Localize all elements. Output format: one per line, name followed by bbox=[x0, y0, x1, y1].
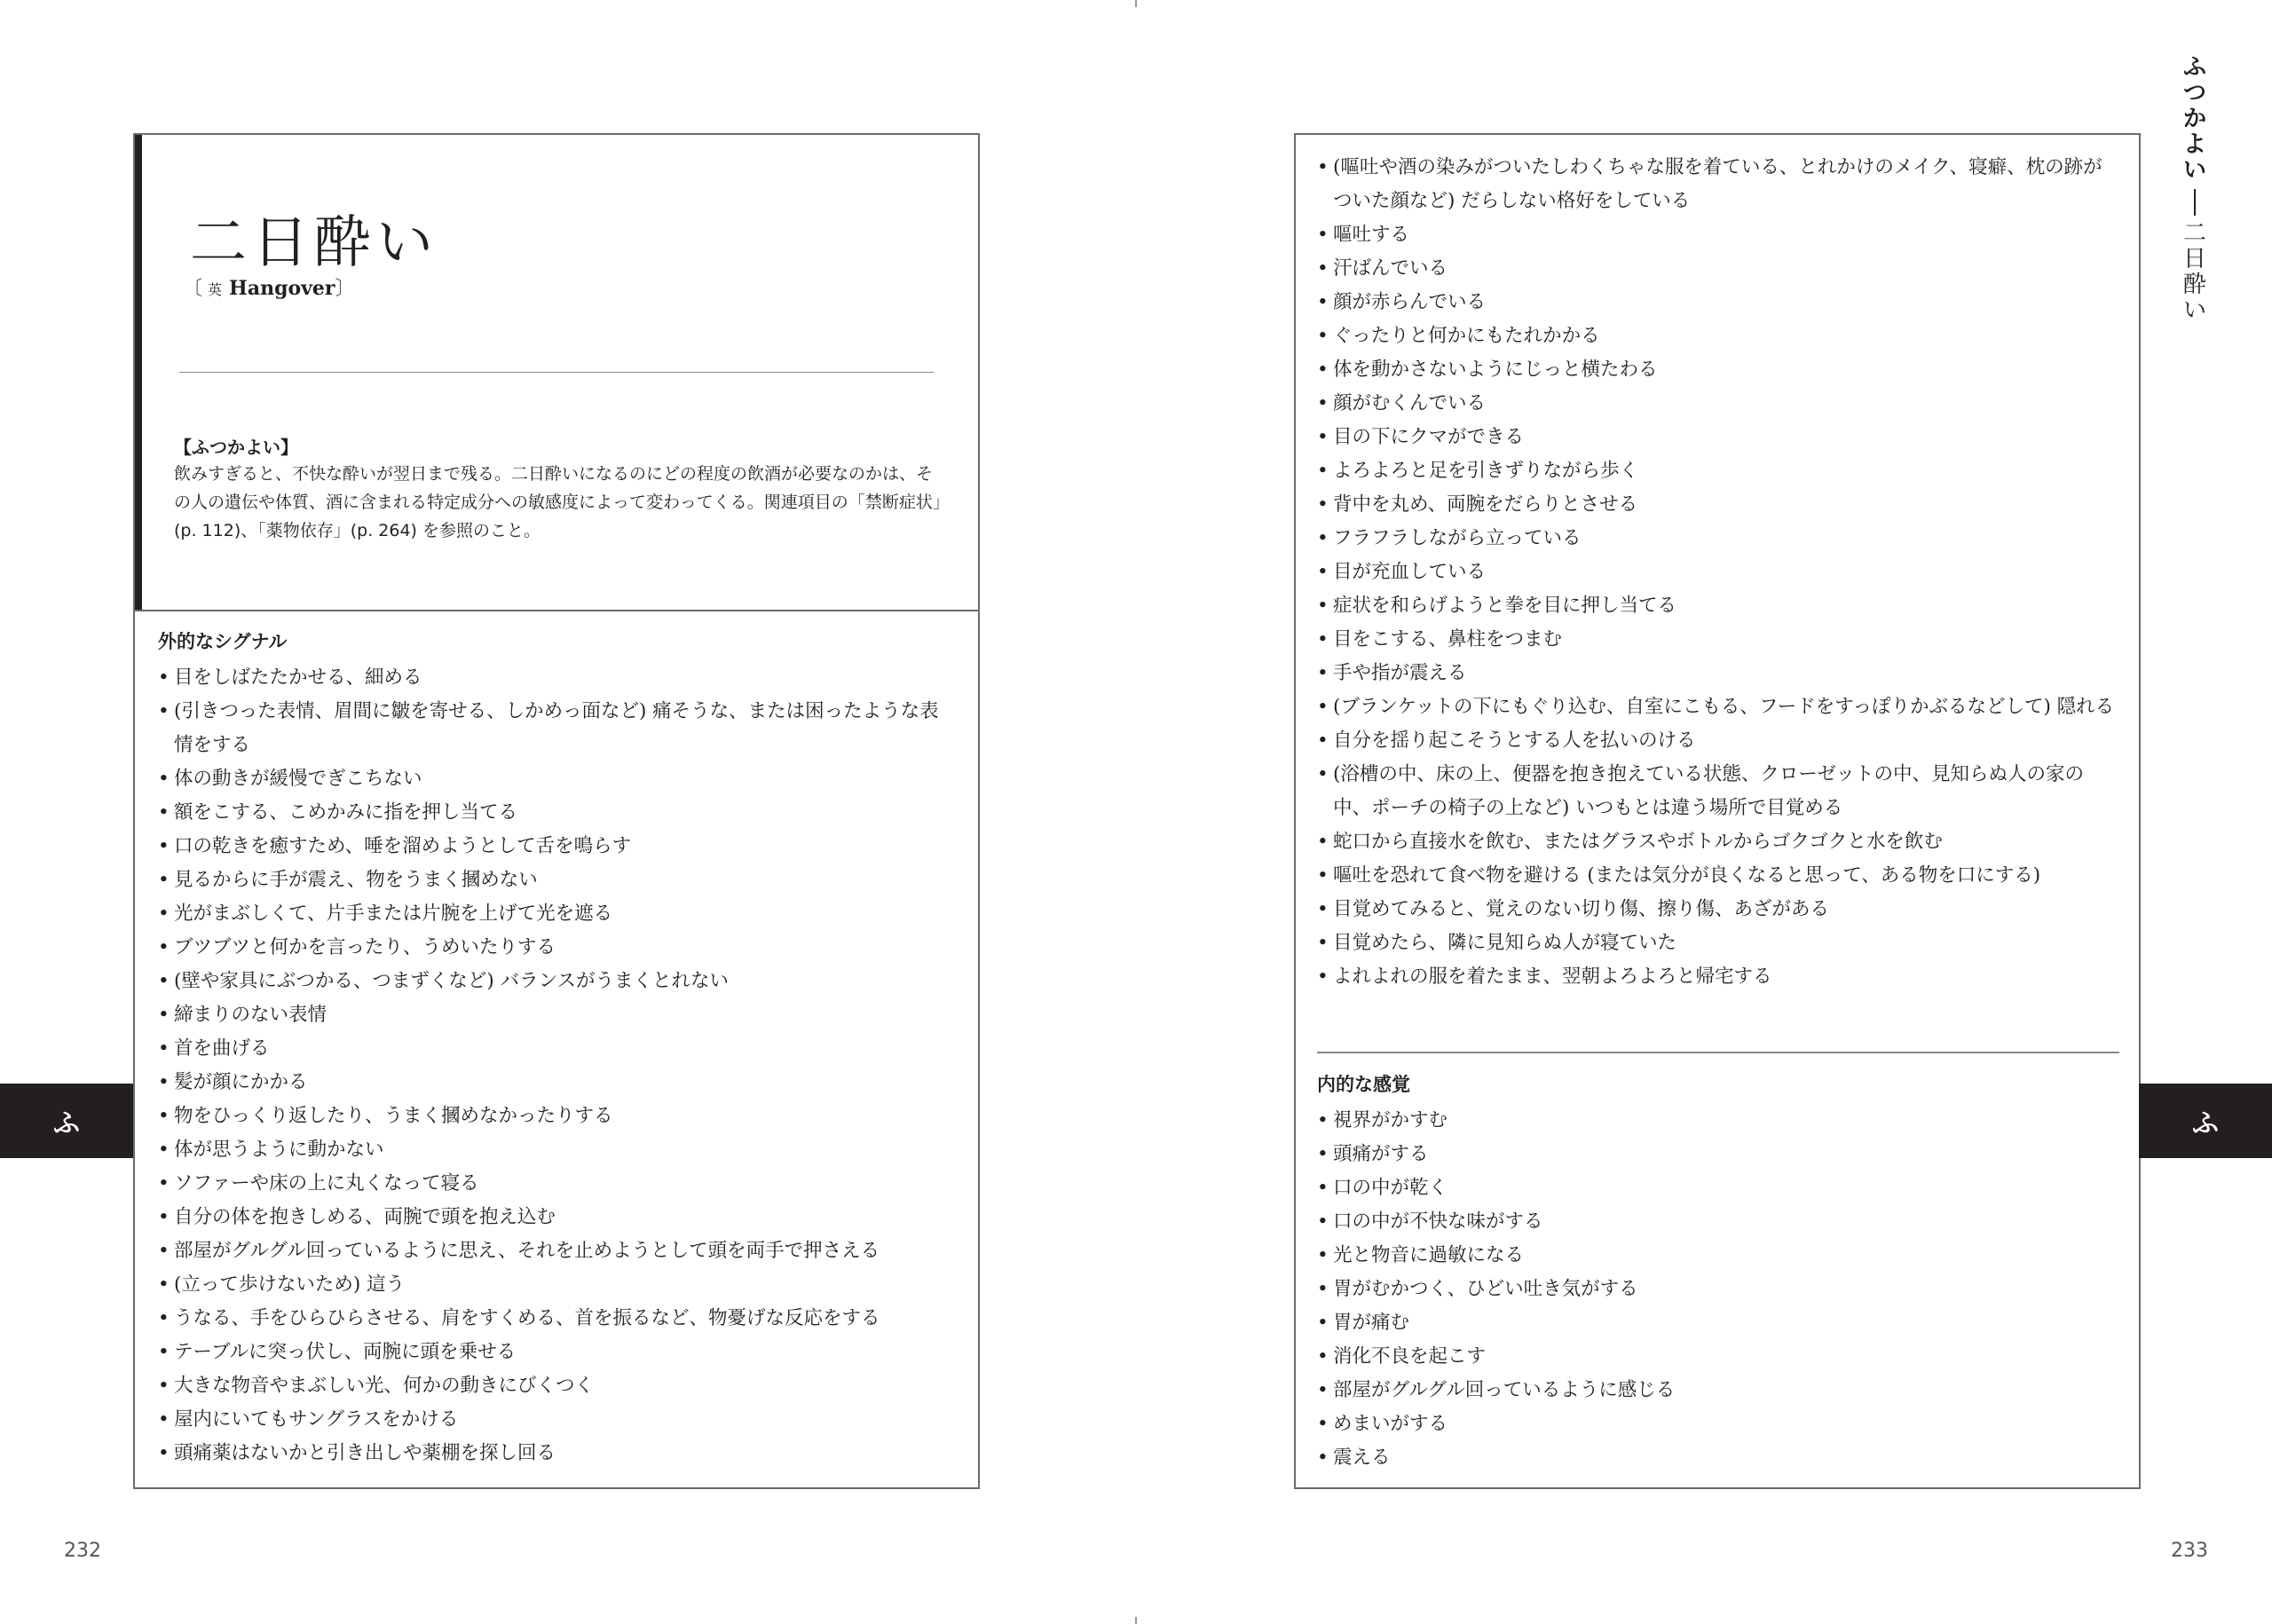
list-item: • 光と物音に過敏になる bbox=[1317, 1239, 2119, 1273]
list-item: • 汗ばんでいる bbox=[1317, 252, 2119, 286]
right-entry-box bbox=[1294, 133, 2141, 1489]
list-item: • 部屋がグルグル回っているように感じる bbox=[1317, 1374, 2119, 1407]
entry-header bbox=[135, 135, 978, 611]
list-item: • 部屋がグルグル回っているように思え、それを止めようとして頭を両手で押さえる bbox=[158, 1234, 957, 1268]
list-item: • フラフラしながら立っている bbox=[1317, 522, 2119, 556]
list-item: • 目をこする、鼻柱をつまむ bbox=[1317, 623, 2119, 657]
page-number-right: 233 bbox=[2171, 1540, 2208, 1562]
english-bracket-open: 〔 bbox=[183, 278, 203, 300]
english-word: Hangover bbox=[229, 277, 335, 300]
list-item: • 体が思うように動かない bbox=[158, 1133, 957, 1167]
external-signals-heading: 外的なシグナル bbox=[158, 631, 288, 652]
list-item: • 自分を揺り起こそうとする人を払いのける bbox=[1317, 724, 2119, 758]
entry-english bbox=[183, 273, 355, 301]
list-item: • 物をひっくり返したり、うまく摑めなかったりする bbox=[158, 1100, 957, 1133]
running-head-separator bbox=[2194, 189, 2196, 216]
list-item: • 大きな物音やまぶしい光、何かの動きにびくつく bbox=[158, 1369, 957, 1403]
list-item: • よれよれの服を着たまま、翌朝よろよろと帰宅する bbox=[1317, 960, 2119, 994]
list-item: • 見るからに手が震え、物をうまく摑めない bbox=[158, 863, 957, 897]
running-head bbox=[2179, 55, 2211, 324]
list-item: • 胃が痛む bbox=[1317, 1306, 2119, 1340]
page-number-left: 232 bbox=[64, 1540, 101, 1562]
list-item: • 顔が赤らんでいる bbox=[1317, 286, 2119, 319]
list-item: • ブツブツと何かを言ったり、うめいたりする bbox=[158, 931, 957, 965]
list-item: • 髪が顔にかかる bbox=[158, 1066, 957, 1100]
list-item: • 体の動きが緩慢でぎこちない bbox=[158, 762, 957, 796]
list-item: • 自分の体を抱きしめる、両腕で頭を抱え込む bbox=[158, 1201, 957, 1234]
list-item: • 口の乾きを癒すため、唾を溜めようとして舌を鳴らす bbox=[158, 830, 957, 863]
list-item: • うなる、手をひらひらさせる、肩をすくめる、首を振るなど、物憂げな反応をする bbox=[158, 1302, 957, 1336]
running-head-entry: 二日酔い bbox=[2182, 220, 2206, 324]
list-item: • 目の下にクマができる bbox=[1317, 421, 2119, 454]
list-item: • 体を動かさないようにじっと横たわる bbox=[1317, 353, 2119, 387]
list-item: • 嘔吐を恐れて食べ物を避ける (または気分が良くなると思って、ある物を口にする) bbox=[1317, 859, 2119, 893]
definition-text: 飲みすぎると、不快な酔いが翌日まで残る。二日酔いになるのにどの程度の飲酒が必要なのかは、その人の遺伝や体質、酒に含まれる特定成分への敏感度によって変わってくる。関連項目の「禁断症状」(p. 112)、「薬物依存」(p. 264) を参照のこと。 bbox=[174, 464, 942, 540]
list-item: • 顔がむくんでいる bbox=[1317, 387, 2119, 421]
entry-title: 二日酔い bbox=[190, 210, 438, 276]
crop-mark-bottom bbox=[1135, 1617, 1137, 1624]
list-item: • 目覚めたら、隣に見知らぬ人が寝ていた bbox=[1317, 926, 2119, 960]
list-item: • 頭痛がする bbox=[1317, 1138, 2119, 1171]
list-item: • (嘔吐や酒の染みがついたしわくちゃな服を着ている、とれかけのメイク、寝癖、枕の跡がついた顔など) だらしない格好をしている bbox=[1317, 151, 2119, 218]
definition-heading: 【ふつかよい】 bbox=[174, 437, 298, 458]
index-tab-left: ふ bbox=[0, 1084, 133, 1158]
list-item: • テーブルに突っ伏し、両腕に頭を乗せる bbox=[158, 1336, 957, 1369]
internal-sensations-heading: 内的な感覚 bbox=[1317, 1074, 1410, 1095]
internal-sensations-list bbox=[1317, 1104, 2119, 1475]
external-signals-continued-list bbox=[1317, 151, 2119, 994]
list-item: • 消化不良を起こす bbox=[1317, 1340, 2119, 1374]
list-item: • 口の中が不快な味がする bbox=[1317, 1205, 2119, 1239]
list-item: • 口の中が乾く bbox=[1317, 1171, 2119, 1205]
external-signals-list bbox=[158, 661, 957, 1470]
title-divider bbox=[179, 372, 934, 373]
index-tab-right: ふ bbox=[2139, 1084, 2272, 1158]
list-item: • 胃がむかつく、ひどい吐き気がする bbox=[1317, 1273, 2119, 1306]
list-item: • 頭痛薬はないかと引き出しや薬棚を探し回る bbox=[158, 1437, 957, 1470]
section-divider bbox=[1317, 1052, 2119, 1053]
list-item: • 額をこする、こめかみに指を押し当てる bbox=[158, 796, 957, 830]
running-head-category: ふつかよい bbox=[2182, 54, 2206, 184]
list-item: • ソファーや床の上に丸くなって寝る bbox=[158, 1167, 957, 1201]
list-item: • (壁や家具にぶつかる、つまずくなど) バランスがうまくとれない bbox=[158, 965, 957, 998]
title-accent-bar bbox=[135, 135, 142, 610]
list-item: • 視界がかすむ bbox=[1317, 1104, 2119, 1138]
list-item: • (浴槽の中、床の上、便器を抱き抱えている状態、クローゼットの中、見知らぬ人の家の中、ポーチの椅子の上など) いつもとは違う場所で目覚める bbox=[1317, 758, 2119, 825]
crop-mark-top bbox=[1135, 0, 1137, 7]
list-item: • 嘔吐する bbox=[1317, 218, 2119, 252]
list-item: • 目をしばたたかせる、細める bbox=[158, 661, 957, 695]
list-item: • (引きつった表情、眉間に皺を寄せる、しかめっ面など) 痛そうな、または困ったような表情をする bbox=[158, 695, 957, 762]
list-item: • (立って歩けないため) 這う bbox=[158, 1268, 957, 1302]
left-entry-box bbox=[133, 133, 980, 1489]
list-item: • 屋内にいてもサングラスをかける bbox=[158, 1403, 957, 1437]
list-item: • 震える bbox=[1317, 1441, 2119, 1475]
list-item: • ぐったりと何かにもたれかかる bbox=[1317, 319, 2119, 353]
list-item: • 背中を丸め、両腕をだらりとさせる bbox=[1317, 488, 2119, 522]
list-item: • 首を曲げる bbox=[158, 1032, 957, 1066]
list-item: • (ブランケットの下にもぐり込む、自室にこもる、フードをすっぽりかぶるなどして) 隠れる bbox=[1317, 690, 2119, 724]
list-item: • 手や指が震える bbox=[1317, 657, 2119, 690]
list-item: • 蛇口から直接水を飲む、またはグラスやボトルからゴクゴクと水を飲む bbox=[1317, 825, 2119, 859]
english-label: 英 bbox=[208, 281, 223, 298]
list-item: • よろよろと足を引きずりながら歩く bbox=[1317, 454, 2119, 488]
list-item: • 締まりのない表情 bbox=[158, 998, 957, 1032]
list-item: • 症状を和らげようと拳を目に押し当てる bbox=[1317, 589, 2119, 623]
list-item: • 目が充血している bbox=[1317, 556, 2119, 589]
list-item: • 光がまぶしくて、片手または片腕を上げて光を遮る bbox=[158, 897, 957, 931]
list-item: • 目覚めてみると、覚えのない切り傷、擦り傷、あざがある bbox=[1317, 893, 2119, 926]
english-bracket-close: 〕 bbox=[335, 278, 355, 300]
list-item: • めまいがする bbox=[1317, 1407, 2119, 1441]
